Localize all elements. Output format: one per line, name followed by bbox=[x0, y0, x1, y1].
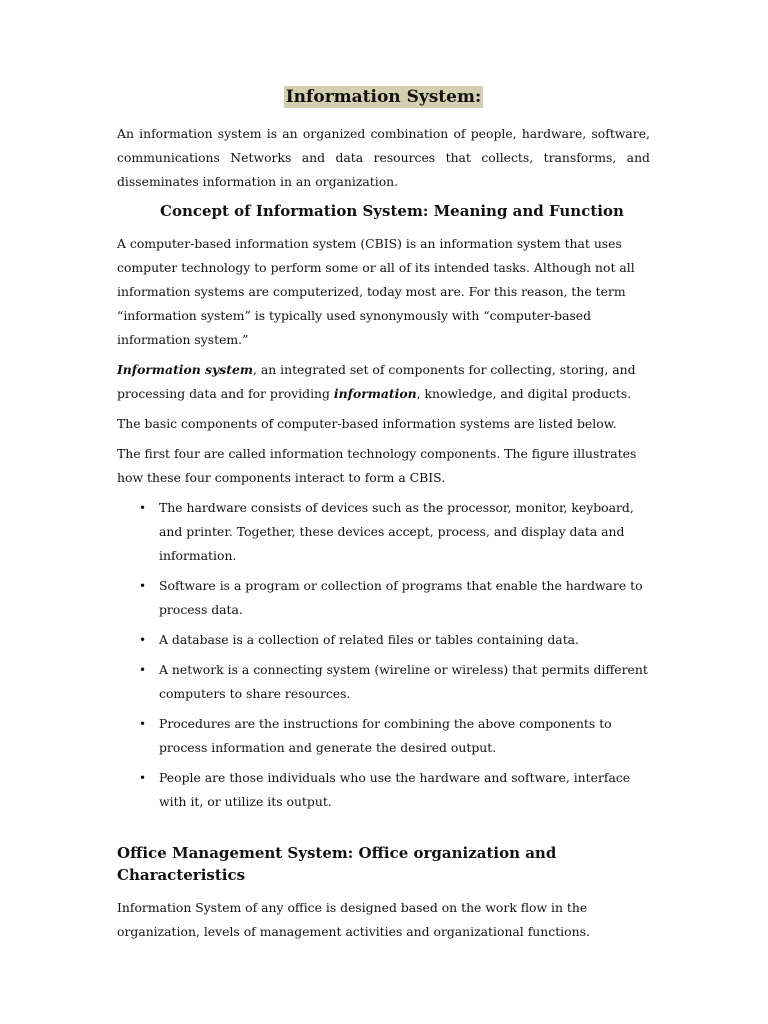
bullet-icon: • bbox=[139, 771, 147, 785]
first-four-paragraph: The first four are called information technology components. The figure illustrates how these four components interact to form a CBIS. bbox=[117, 446, 637, 485]
section-heading-office: Office Management System: Office organization and Characteristics bbox=[117, 844, 557, 884]
list-item bbox=[117, 712, 650, 760]
list-item bbox=[117, 574, 650, 622]
intro-paragraph: An information system is an organized combination of people, hardware, software, communications Networks and data resources that collects, transforms, and disseminates information in an organization. bbox=[117, 126, 650, 189]
basic-components-paragraph: The basic components of computer-based information systems are listed below. bbox=[117, 416, 617, 431]
term-information: information bbox=[333, 386, 417, 401]
bullet-icon: • bbox=[139, 501, 147, 515]
bullet-icon: • bbox=[139, 579, 147, 593]
definition-part-2: , knowledge, and digital products. bbox=[416, 386, 632, 401]
bullet-icon: • bbox=[139, 663, 147, 677]
list-item-text: Software is a program or collection of programs that enable the hardware to process data. bbox=[159, 578, 643, 617]
list-item bbox=[117, 628, 650, 652]
title-wrap bbox=[117, 86, 650, 108]
list-item bbox=[117, 766, 650, 814]
definition-part-1: , an integrated set of components for collecting, storing, and processing data and for providing bbox=[117, 362, 636, 401]
list-item-text: A database is a collection of related files or tables containing data. bbox=[159, 632, 579, 647]
list-item-text: The hardware consists of devices such as the processor, monitor, keyboard, and printer. Together, these devices accept, process, and display data and information. bbox=[159, 500, 634, 563]
information-system-definition bbox=[117, 358, 650, 406]
office-paragraph: Information System of any office is designed based on the work flow in the organization, levels of management activities and organizational functions. bbox=[117, 900, 590, 939]
cbis-paragraph: A computer-based information system (CBIS) is an information system that uses computer technology to perform some or all of its intended tasks. Although not all information systems are computerized, today most are. For this reason, the term “information system” is typically used synonymously with “computer-based information system.” bbox=[117, 236, 635, 347]
bullet-icon: • bbox=[139, 633, 147, 647]
list-item bbox=[117, 496, 650, 568]
document-page bbox=[117, 86, 650, 944]
list-item-text: A network is a connecting system (wireline or wireless) that permits different computers to share resources. bbox=[159, 662, 648, 701]
list-item bbox=[117, 658, 650, 706]
list-item-text: People are those individuals who use the hardware and software, interface with it, or utilize its output. bbox=[159, 770, 631, 809]
components-list bbox=[117, 496, 650, 814]
page-title: Information System: bbox=[285, 87, 482, 107]
section-heading-concept: Concept of Information System: Meaning and Function bbox=[160, 202, 624, 220]
list-item-text: Procedures are the instructions for combining the above components to process information and generate the desired output. bbox=[159, 716, 612, 755]
bullet-icon: • bbox=[139, 717, 147, 731]
term-information-system: Information system bbox=[117, 362, 253, 377]
